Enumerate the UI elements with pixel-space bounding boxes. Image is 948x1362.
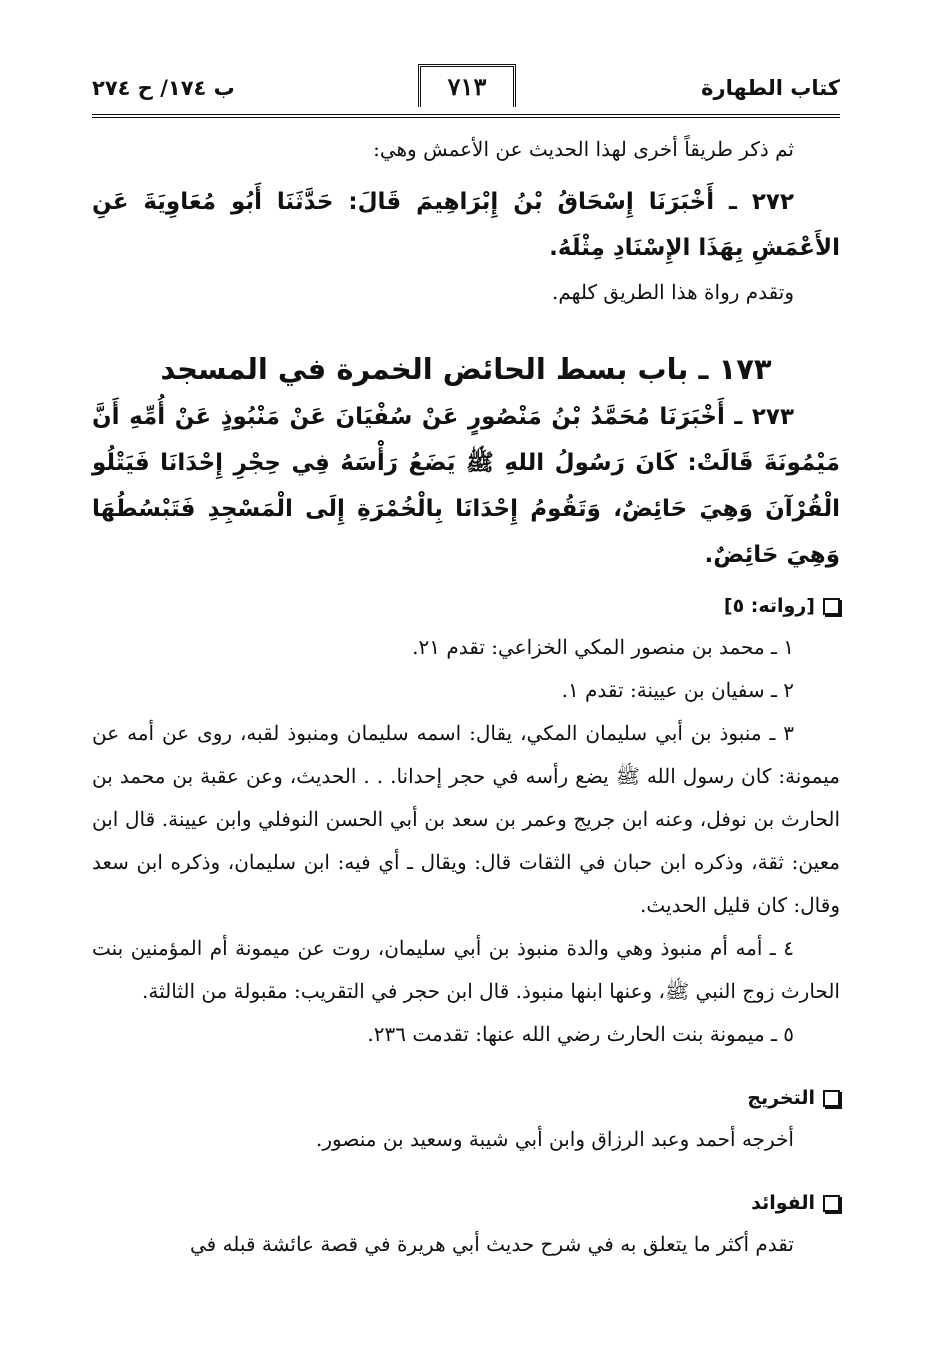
- chapter-reference: ب ١٧٤/ ح ٢٧٤: [92, 76, 235, 100]
- checkbox-square-icon: [823, 1195, 840, 1212]
- fawaid-text: تقدم أكثر ما يتعلق به في شرح حديث أبي هريرة في قصة عائشة قبله في: [189, 1232, 794, 1256]
- narrators-note: وتقدم رواة هذا الطريق كلهم.: [552, 280, 794, 304]
- takhrij-section-heading: [92, 1078, 840, 1118]
- hadith-272: ٢٧٢ ـ أَخْبَرَنَا إِسْحَاقُ بْنُ إِبْرَاهِيمَ قَالَ: حَدَّثَنَا أَبُو مُعَاوِيَةَ عَنِ الأَعْمَشِ بِهَذَا الإِسْنَادِ مِثْلَهُ.: [92, 189, 840, 261]
- checkbox-square-icon: [823, 1090, 840, 1107]
- intro-line: ثم ذكر طريقاً أخرى لهذا الحديث عن الأعمش وهي:: [373, 137, 794, 161]
- narrator-5: ٥ ـ ميمونة بنت الحارث رضي الله عنها: تقدمت ٢٣٦.: [367, 1022, 794, 1046]
- takhrij-heading-label: التخريج: [747, 1087, 815, 1109]
- page-body: [92, 128, 840, 1266]
- fawaid-section-heading: [92, 1183, 840, 1223]
- checkbox-square-icon: [823, 598, 840, 615]
- narrator-1: ١ ـ محمد بن منصور المكي الخزاعي: تقدم ٢١.: [412, 635, 794, 659]
- page-number: ٧١٣: [418, 64, 516, 107]
- page-header: [92, 62, 840, 118]
- takhrij-text: أخرجه أحمد وعبد الرزاق وابن أبي شيبة وسعيد بن منصور.: [316, 1127, 794, 1151]
- narrator-4: ٤ ـ أمه أم منبوذ وهي والدة منبوذ بن أبي سليمان، روت عن ميمونة أم المؤمنين بنت الحارث زوج النبي ﷺ، وعنها ابنها منبوذ. قال ابن حجر في التقريب: مقبولة من الثالثة.: [92, 936, 840, 1003]
- hadith-273: ٢٧٣ ـ أَخْبَرَنَا مُحَمَّدُ بْنُ مَنْصُورٍ عَنْ سُفْيَانَ عَنْ مَنْبُوذٍ عَنْ أُمِّهِ أَنَّ مَيْمُونَةَ قَالَتْ: كَانَ رَسُولُ اللهِ ﷺ يَضَعُ رَأْسَهُ فِي حِجْرِ إِحْدَانَا فَيَتْلُو الْقُرْآنَ وَهِيَ حَائِضٌ، وَتَقُومُ إِحْدَانَا بِالْخُمْرَةِ إِلَى الْمَسْجِدِ فَتَبْسُطُهَا وَهِيَ حَائِضٌ.: [92, 404, 840, 568]
- fawaid-heading-label: الفوائد: [751, 1192, 815, 1214]
- book-title: كتاب الطهارة: [701, 76, 840, 100]
- chapter-title: ١٧٣ ـ باب بسط الحائض الخمرة في المسجد: [160, 352, 772, 386]
- narrator-2: ٢ ـ سفيان بن عيينة: تقدم ١.: [561, 678, 794, 702]
- narrator-3: ٣ ـ منبوذ بن أبي سليمان المكي، يقال: اسمه سليمان ومنبوذ لقبه، روى عن أمه عن ميمونة: كان رسول الله ﷺ يضع رأسه في حجر إحدانا. . . الحديث، وعن عقبة بن محمد بن الحارث بن نوفل، وعنه ابن جريج وعمر بن سعد بن أبي الحسن النوفلي وابن عيينة. قال ابن معين: ثقة، وذكره ابن حبان في الثقات قال: ويقال ـ أي فيه: ابن سليمان، وذكره ابن سعد وقال: كان قليل الحديث.: [92, 721, 840, 917]
- narrators-section-heading: [92, 586, 840, 626]
- narrators-heading-label: [رواته: ٥]: [723, 595, 815, 617]
